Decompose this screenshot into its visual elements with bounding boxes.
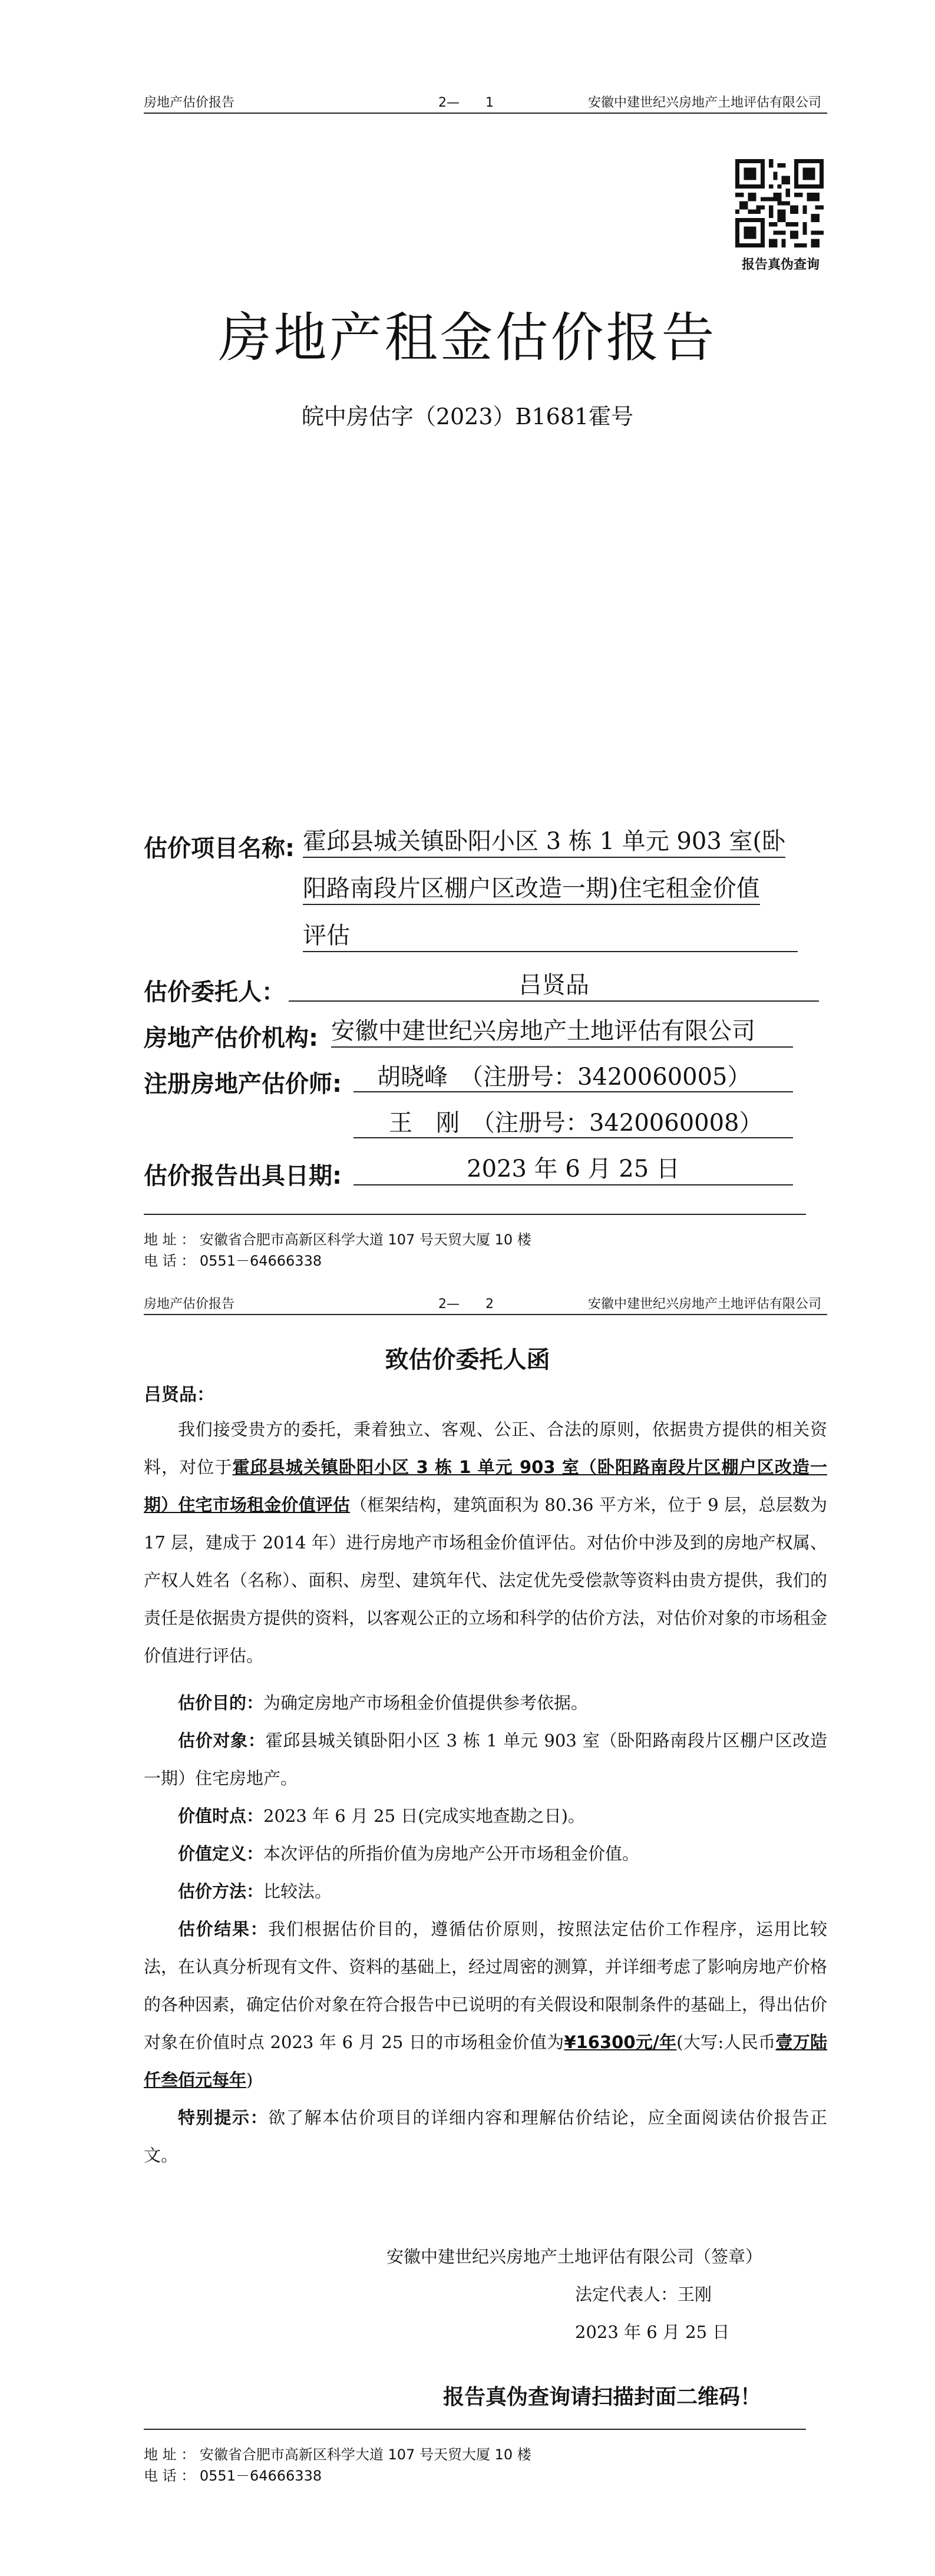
project-label: 估价项目名称: — [144, 835, 295, 862]
header-company: 安徽中建世纪兴房地产土地评估有限公司 — [587, 1297, 821, 1312]
agency-label: 房地产估价机构: — [144, 1025, 318, 1052]
letter-title: 致估价委托人函 — [385, 1346, 550, 1373]
qr-caption: 报告真伪查询 — [741, 257, 820, 272]
signature-representative: 法定代表人：王刚 — [575, 2284, 712, 2304]
letter-intro: 我们接受贵方的委托，秉着独立、客观、公正、合法的原则，依据贵方提供的相关资料，对位于霍邱县城关镇卧阳小区 3 栋 1 单元 903 室（卧阳路南段片区棚户区改造一期）住宅市场租金价值评估（框架结构，建筑面积为 80.36 平方米，位于 9 层，总层数为 17 层，建成于 2014 年）进行房地产市场租金价值评估。对估价中涉及到的房地产权属、产权人姓名（名称）、面积、房型、建筑年代、法定优先受偿款等资料由贵方提供，我们的责任是依据贵方提供的资料，以客观公正的立场和科学的估价方法，对估价对象的市场租金价值进行评估。 — [144, 1419, 828, 1666]
appraiser-label: 注册房地产估价师: — [144, 1071, 342, 1098]
appraiser-1: 胡晓峰 （注册号：3420060005） — [353, 1062, 793, 1092]
object-paragraph: 估价对象：霍邱县城关镇卧阳小区 3 栋 1 单元 903 室（卧阳路南段片区棚户区改造一期）住宅房地产。 — [144, 1730, 827, 1788]
qr-code-icon — [735, 159, 824, 247]
project-line-1: 霍邱县城关镇卧阳小区 3 栋 1 单元 903 室(卧 — [303, 826, 798, 857]
header-left: 房地产估价报告 — [144, 1297, 235, 1312]
definition-paragraph: 价值定义：本次评估的所指价值为房地产公开市场租金价值。 — [178, 1844, 640, 1864]
purpose-paragraph: 估价目的：为确定房地产市场租金价值提供参考依据。 — [178, 1693, 589, 1713]
footer-phone: 电 话 ： 0551－64666338 — [144, 2468, 322, 2484]
header-page-number: 2— 2 — [438, 1297, 494, 1312]
client-label: 估价委托人： — [144, 979, 285, 1006]
report-title: 房地产租金估价报告 — [218, 307, 717, 369]
signature-date: 2023 年 6 月 25 日 — [575, 2322, 730, 2342]
verification-notice: 报告真伪查询请扫描封面二维码！ — [443, 2385, 762, 2409]
appraiser-2: 王 刚 （注册号：3420060008） — [353, 1108, 793, 1138]
client-value: 吕贤品 — [289, 970, 819, 1002]
page-header — [144, 91, 827, 114]
footer-phone: 电 话 ： 0551－64666338 — [144, 1253, 322, 1269]
appraisal-subject: 霍邱县城关镇卧阳小区 3 栋 1 单元 903 室（卧阳路南段片区棚户区改造一期）住宅市场租金价值评估 — [144, 1457, 827, 1515]
project-line-3: 评估 — [303, 920, 798, 952]
method-paragraph: 估价方法：比较法。 — [178, 1881, 332, 1901]
result-uppercase: 壹万陆仟叁佰元每年 — [144, 2032, 827, 2090]
result-paragraph: 估价结果：我们根据估价目的，遵循估价原则，按照法定估价工作程序，运用比较法，在认真分析现有文件、资料的基础上，经过周密的测算，并详细考虑了影响房地产价格的各种因素，确定估价对象在符合报告中已说明的有关假设和限制条件的基础上，得出估价对象在价值时点 2023 年 6 月 25 日的市场租金价值为¥16300元/年(大写:人民币壹万陆仟叁佰元每年) — [144, 1919, 828, 2090]
project-line-2: 阳路南段片区棚户区改造一期)住宅租金价值 — [303, 873, 798, 904]
signature-company: 安徽中建世纪兴房地产土地评估有限公司（签章） — [386, 2247, 763, 2267]
footer-address: 地 址 ： 安徽省合肥市高新区科学大道 107 号天贸大厦 10 楼 — [144, 2446, 531, 2463]
date-label: 估价报告出具日期: — [144, 1162, 342, 1190]
time-paragraph: 价值时点：2023 年 6 月 25 日(完成实地查勘之日)。 — [178, 1806, 585, 1826]
footer-divider — [144, 1214, 806, 1215]
page-header — [144, 1293, 827, 1315]
letter-salutation: 吕贤品： — [144, 1385, 214, 1405]
header-company: 安徽中建世纪兴房地产土地评估有限公司 — [587, 95, 821, 110]
footer-divider — [144, 2429, 806, 2430]
header-left: 房地产估价报告 — [144, 95, 235, 110]
document-number: 皖中房估字（2023）B1681霍号 — [301, 404, 634, 430]
report-date: 2023 年 6 月 25 日 — [353, 1154, 793, 1185]
result-value: ¥16300元/年 — [564, 2032, 677, 2052]
header-page-number: 2— 1 — [438, 95, 494, 110]
agency-value: 安徽中建世纪兴房地产土地评估有限公司 — [331, 1016, 793, 1048]
footer-address: 地 址 ： 安徽省合肥市高新区科学大道 107 号天贸大厦 10 楼 — [144, 1231, 531, 1248]
special-notice-paragraph: 特别提示：欲了解本估价项目的详细内容和理解估价结论，应全面阅读估价报告正文。 — [144, 2108, 827, 2165]
